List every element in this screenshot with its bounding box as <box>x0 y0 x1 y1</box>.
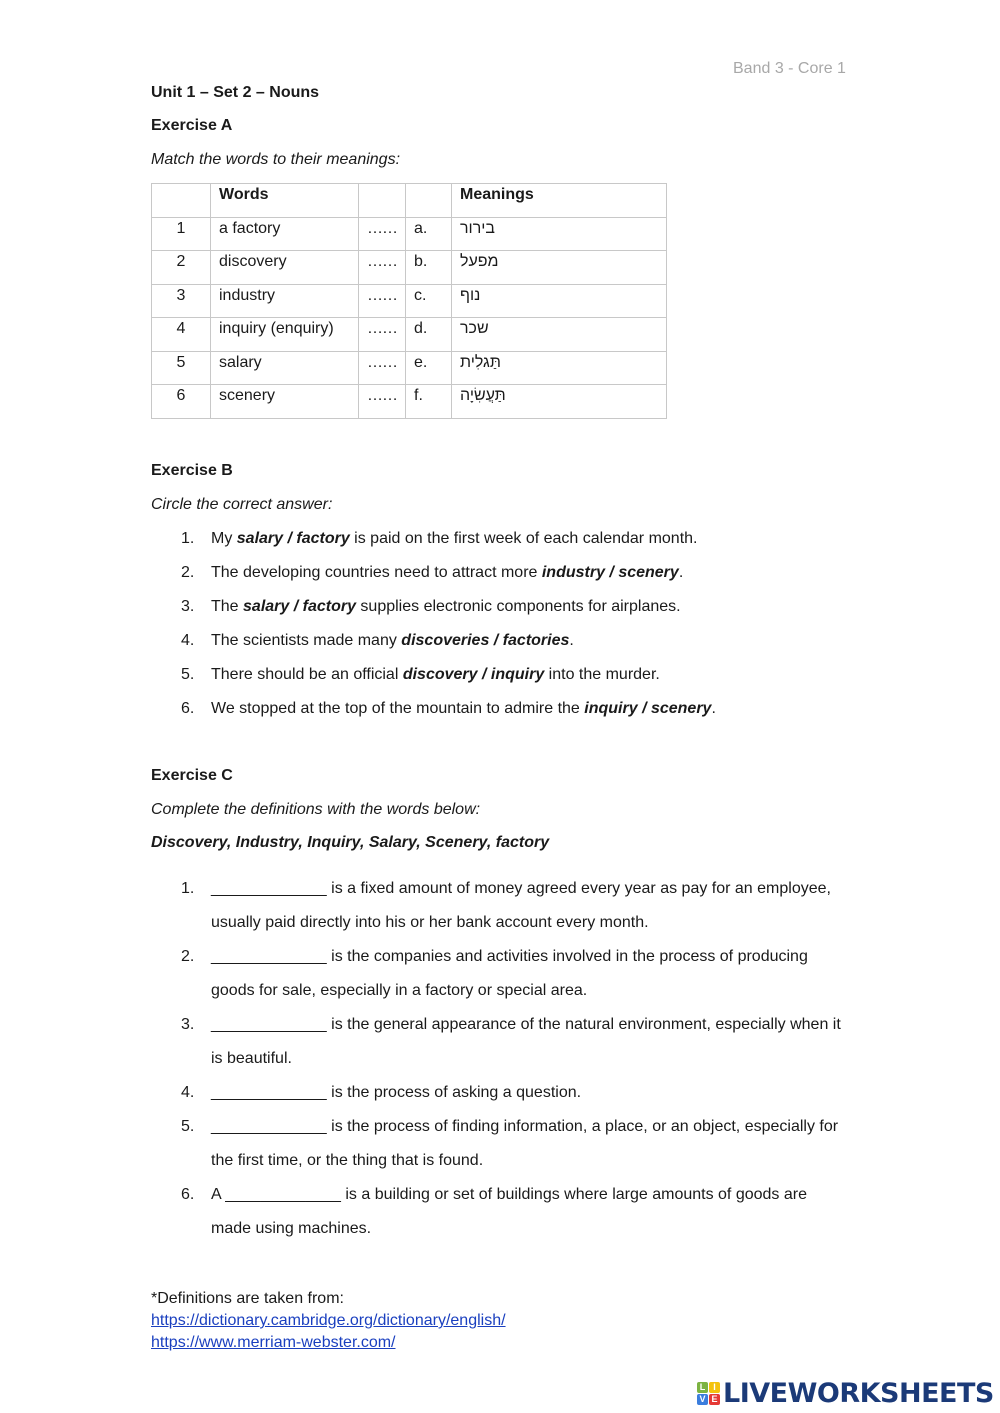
definition-text: is the process of finding information, a place, or an object, especially for the first time, or the thing that is found. <box>211 1118 839 1169</box>
row-word: industry <box>211 284 359 318</box>
row-meaning: תַּעֲשִׂיָה <box>460 387 506 404</box>
list-item <box>151 597 716 631</box>
table-row <box>152 217 667 251</box>
answer-blank[interactable]: _____________ <box>211 1084 327 1101</box>
row-meaning: בירור <box>460 219 495 237</box>
definition-text: is the process of asking a question. <box>326 1084 582 1101</box>
row-word: salary <box>211 351 359 385</box>
exercise-b-instruction: Circle the correct answer: <box>151 496 333 513</box>
row-letter: b. <box>406 251 452 285</box>
list-item <box>151 699 716 733</box>
row-word: discovery <box>211 251 359 285</box>
answer-blank[interactable]: _____________ <box>211 1016 327 1033</box>
sentence-text: The scientists made many <box>211 632 402 649</box>
header-letter-cell <box>406 184 452 218</box>
exercise-c-instruction: Complete the definitions with the words below: <box>151 801 481 818</box>
row-meaning: נוף <box>460 286 481 304</box>
row-letter: e. <box>406 351 452 385</box>
item-number: 1. <box>181 880 195 897</box>
header-num-cell <box>152 184 211 218</box>
table-row <box>152 351 667 385</box>
matching-table <box>151 183 667 419</box>
row-meaning: מפעל <box>460 253 499 270</box>
answer-blank[interactable]: …… <box>359 385 406 419</box>
exercise-c-heading: Exercise C <box>151 767 233 784</box>
row-number: 3 <box>152 284 211 318</box>
item-number: 2. <box>181 564 195 581</box>
row-meaning: תַּגלִית <box>460 353 501 371</box>
header-blank-cell <box>359 184 406 218</box>
definition-text: is a building or set of buildings where large amounts of goods are made using machines. <box>211 1186 807 1237</box>
row-word: scenery <box>211 385 359 419</box>
answer-choice[interactable]: salary / factory <box>236 530 350 547</box>
exercise-c-list <box>151 872 851 1246</box>
answer-blank[interactable]: …… <box>359 318 406 352</box>
header-words: Words <box>211 184 359 218</box>
sentence-text: is paid on the first week of each calendar month. <box>349 530 698 547</box>
row-number: 2 <box>152 251 211 285</box>
sentence-text: into the murder. <box>544 666 660 683</box>
list-item <box>151 631 716 665</box>
definition-text: is the companies and activities involved in the process of producing goods for sale, especially in a factory or special area. <box>211 948 808 999</box>
row-letter: c. <box>406 284 452 318</box>
sentence-text: We stopped at the top of the mountain to admire the <box>211 700 585 717</box>
table-row <box>152 318 667 352</box>
answer-blank[interactable]: _____________ <box>211 1118 327 1135</box>
sentence-text: supplies electronic components for airplanes. <box>355 598 681 615</box>
answer-choice[interactable]: industry / scenery <box>541 564 679 581</box>
answer-choice[interactable]: discoveries / factories <box>401 632 570 649</box>
row-number: 1 <box>152 217 211 251</box>
table-row <box>152 284 667 318</box>
item-number: 6. <box>181 1186 195 1203</box>
answer-blank[interactable]: …… <box>359 251 406 285</box>
sentence-text: The developing countries need to attract more <box>211 564 542 581</box>
sentence-text: There should be an official <box>211 666 403 683</box>
item-number: 3. <box>181 1016 195 1033</box>
merriam-webster-link[interactable]: https://www.merriam-webster.com/ <box>151 1334 396 1351</box>
answer-choice[interactable]: inquiry / scenery <box>584 700 712 717</box>
list-item <box>151 1110 851 1178</box>
list-item <box>151 529 716 563</box>
row-number: 4 <box>152 318 211 352</box>
row-letter: f. <box>406 385 452 419</box>
answer-choice[interactable]: salary / factory <box>243 598 356 615</box>
liveworksheets-logo <box>697 1378 994 1409</box>
footnote-text: *Definitions are taken from: <box>151 1290 344 1307</box>
table-row <box>152 251 667 285</box>
list-item <box>151 1008 851 1076</box>
list-item <box>151 563 716 597</box>
definition-text: is the general appearance of the natural environment, especially when it is beautiful. <box>211 1016 841 1067</box>
row-letter: d. <box>406 318 452 352</box>
item-number: 3. <box>181 598 195 615</box>
list-item <box>151 665 716 699</box>
row-number: 5 <box>152 351 211 385</box>
sentence-text: . <box>569 632 574 649</box>
item-number: 6. <box>181 700 195 717</box>
answer-blank[interactable]: _____________ <box>211 880 327 897</box>
answer-blank[interactable]: _____________ <box>211 948 327 965</box>
table-row <box>152 385 667 419</box>
row-word: a factory <box>211 217 359 251</box>
answer-blank[interactable]: _____________ <box>225 1186 341 1203</box>
logo-letter-v: V <box>697 1394 708 1405</box>
list-item <box>151 940 851 1008</box>
sentence-text: . <box>678 564 684 581</box>
answer-choice[interactable]: discovery / inquiry <box>402 666 545 683</box>
table-header-row <box>152 184 667 218</box>
list-item <box>151 1076 851 1110</box>
exercise-a-heading: Exercise A <box>151 117 233 134</box>
item-number: 1. <box>181 530 195 547</box>
item-number: 4. <box>181 1084 195 1101</box>
sentence-text: My <box>211 530 237 547</box>
item-number: 5. <box>181 1118 195 1135</box>
exercise-b-heading: Exercise B <box>151 462 233 479</box>
exercise-b-list <box>151 529 716 733</box>
answer-blank[interactable]: …… <box>359 284 406 318</box>
logo-letter-i: I <box>709 1382 720 1393</box>
row-word: inquiry (enquiry) <box>211 318 359 352</box>
item-number: 2. <box>181 948 195 965</box>
list-item <box>151 1178 851 1246</box>
answer-blank[interactable]: …… <box>359 351 406 385</box>
footnote <box>151 1288 506 1354</box>
page-title: Unit 1 – Set 2 – Nouns <box>151 84 320 101</box>
word-bank: Discovery, Industry, Inquiry, Salary, Scenery, factory <box>151 834 550 851</box>
item-number: 5. <box>181 666 195 683</box>
row-meaning: שכר <box>460 320 489 337</box>
logo-text: LIVEWORKSHEETS <box>723 1378 994 1409</box>
list-item <box>151 872 851 940</box>
row-letter: a. <box>406 217 452 251</box>
answer-blank[interactable]: …… <box>359 217 406 251</box>
row-number: 6 <box>152 385 211 419</box>
logo-icon <box>697 1382 720 1405</box>
header-meanings: Meanings <box>452 184 667 218</box>
exercise-a-instruction: Match the words to their meanings: <box>151 151 401 168</box>
definition-text: A <box>211 1186 226 1203</box>
band-label: Band 3 - Core 1 <box>733 60 846 77</box>
sentence-text: The <box>211 598 244 615</box>
sentence-text: . <box>711 700 716 717</box>
logo-letter-l: L <box>697 1382 708 1393</box>
logo-letter-e: E <box>709 1394 720 1405</box>
item-number: 4. <box>181 632 195 649</box>
definition-text: is a fixed amount of money agreed every year as pay for an employee, usually paid directly into his or her bank account every month. <box>211 880 831 931</box>
cambridge-link[interactable]: https://dictionary.cambridge.org/dictionary/english/ <box>151 1312 506 1329</box>
